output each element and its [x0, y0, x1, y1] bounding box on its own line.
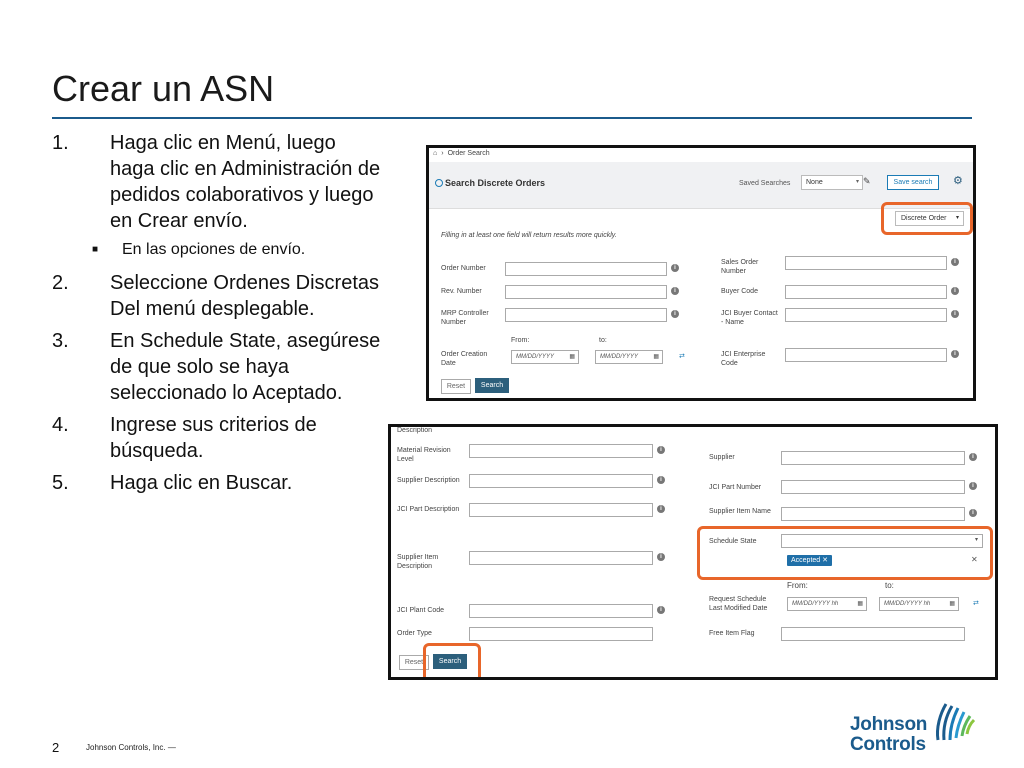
date-placeholder: MM/DD/YYYY	[600, 354, 639, 360]
info-icon[interactable]: i	[671, 310, 679, 318]
saved-searches-value: None	[806, 179, 823, 186]
slide-title: Crear un ASN	[52, 68, 275, 109]
field-label: Buyer Code	[721, 288, 758, 295]
info-icon[interactable]: i	[969, 509, 977, 517]
supplier-description-input[interactable]	[469, 474, 653, 488]
buyer-code-input[interactable]	[785, 285, 947, 299]
sub-bullet	[92, 240, 382, 260]
field-label: Material Revision Level	[397, 447, 451, 463]
field-label: Sales Order Number	[721, 259, 759, 275]
step-text: Ingrese sus criterios de búsqueda.	[110, 414, 317, 462]
jci-part-description-input[interactable]	[469, 503, 653, 517]
accepted-tag-label: Accepted	[791, 557, 821, 564]
material-revision-input[interactable]	[469, 444, 653, 458]
jci-plant-code-input[interactable]	[469, 604, 653, 618]
company-footer: Johnson Controls, Inc. —	[86, 743, 176, 752]
info-icon[interactable]: i	[951, 310, 959, 318]
to-label: to:	[599, 337, 607, 344]
field-label: Supplier Item Description	[397, 554, 439, 570]
search-button[interactable]: Search	[433, 654, 467, 669]
search-button-highlight	[423, 643, 481, 680]
field-label: JCI Part Description	[397, 506, 460, 513]
info-icon[interactable]: i	[951, 258, 959, 266]
schedule-modified-to-date[interactable]	[879, 597, 959, 611]
date-placeholder: MM/DD/YYYY hh	[792, 601, 839, 607]
step-text: Haga clic en Buscar.	[110, 472, 293, 494]
logo-swirl-icon	[932, 700, 976, 746]
supplier-input[interactable]	[781, 451, 965, 465]
saved-searches-label: Saved Searches	[739, 180, 791, 187]
info-icon[interactable]: i	[657, 606, 665, 614]
field-label: Order Creation Date	[441, 351, 488, 367]
info-icon[interactable]: i	[657, 553, 665, 561]
step-number: 1.	[52, 132, 69, 154]
field-label: Supplier Description	[397, 477, 460, 484]
field-label: JCI Part Number	[709, 484, 762, 491]
step-number: 3.	[52, 330, 69, 352]
search-button[interactable]: Search	[475, 378, 509, 393]
search-hint: Filling in at least one field will return results more quickly.	[441, 232, 617, 239]
radio-circle-icon	[435, 179, 443, 187]
title-rule	[52, 117, 972, 119]
saved-searches-select[interactable]	[801, 175, 863, 190]
step-text: Haga clic en Menú, luego haga clic en Administración de pedidos colaborativos y luego en Crear envío.	[110, 132, 381, 232]
remove-tag-icon[interactable]: ✕	[822, 557, 829, 564]
field-label: Supplier	[709, 454, 735, 461]
calendar-icon[interactable]: ▦	[569, 354, 575, 360]
info-icon[interactable]: i	[969, 453, 977, 461]
step-4	[52, 412, 382, 464]
field-label: JCI Buyer Contact - Name	[721, 310, 778, 326]
square-bullet-icon: ■	[92, 244, 99, 255]
rev-number-input[interactable]	[505, 285, 667, 299]
breadcrumb-separator-icon: ›	[441, 150, 444, 157]
order-type-highlight	[881, 202, 973, 235]
supplier-item-description-input[interactable]	[469, 551, 653, 565]
order-creation-to-date[interactable]	[595, 350, 663, 364]
jci-part-number-input[interactable]	[781, 480, 965, 494]
search-filters-screenshot	[388, 424, 998, 680]
gear-icon[interactable]: ⚙	[953, 175, 963, 187]
info-icon[interactable]: i	[951, 287, 959, 295]
info-icon[interactable]: i	[671, 264, 679, 272]
to-label: to:	[885, 581, 894, 590]
field-label: Rev. Number	[441, 288, 482, 295]
calendar-icon[interactable]: ▦	[949, 601, 955, 607]
field-label: Schedule State	[709, 538, 757, 545]
step-text: Seleccione Ordenes Discretas Del menú desplegable.	[110, 272, 380, 320]
step-number: 4.	[52, 414, 69, 436]
buyer-contact-input[interactable]	[785, 308, 947, 322]
date-placeholder: MM/DD/YYYY hh	[884, 601, 931, 607]
logo-text-line1: Johnson	[850, 714, 928, 735]
chevron-down-icon: ▾	[955, 215, 959, 221]
swap-icon[interactable]: ⇄	[679, 353, 685, 360]
schedule-state-highlight	[697, 526, 993, 580]
breadcrumb-item[interactable]: Order Search	[447, 150, 490, 157]
step-number: 5.	[52, 472, 69, 494]
step-2	[52, 270, 382, 322]
breadcrumb	[433, 150, 490, 157]
sales-order-input[interactable]	[785, 256, 947, 270]
field-label: Request Schedule Last Modified Date	[709, 596, 768, 612]
order-search-screenshot	[426, 145, 976, 401]
info-icon[interactable]: i	[657, 446, 665, 454]
field-label: Order Type	[397, 630, 432, 637]
chevron-down-icon: ▾	[855, 179, 859, 185]
save-search-button[interactable]: Save search	[887, 175, 939, 190]
enterprise-code-input[interactable]	[785, 348, 947, 362]
info-icon[interactable]: i	[657, 476, 665, 484]
johnson-controls-logo	[848, 700, 978, 756]
field-label: Supplier Item Name	[709, 508, 771, 515]
mrp-controller-input[interactable]	[505, 308, 667, 322]
step-5	[52, 470, 382, 496]
order-number-input[interactable]	[505, 262, 667, 276]
free-item-flag-input[interactable]	[781, 627, 965, 641]
supplier-item-name-input[interactable]	[781, 507, 965, 521]
reset-button[interactable]: Reset	[399, 655, 429, 670]
field-label: Description	[397, 427, 433, 434]
field-label: JCI Plant Code	[397, 607, 445, 614]
order-creation-from-date[interactable]	[511, 350, 579, 364]
from-label: From:	[787, 581, 808, 590]
calendar-icon[interactable]: ▦	[857, 601, 863, 607]
field-label: Free Item Flag	[709, 630, 755, 637]
info-icon[interactable]: i	[657, 505, 665, 513]
step-3	[52, 328, 382, 406]
field-label: Order Number	[441, 265, 486, 272]
date-placeholder: MM/DD/YYYY	[516, 354, 555, 360]
chevron-down-icon: ▾	[974, 537, 978, 543]
steps-list	[52, 130, 382, 502]
info-icon[interactable]: i	[969, 482, 977, 490]
reset-button[interactable]: Reset	[441, 379, 471, 394]
order-type-input[interactable]	[469, 627, 653, 641]
info-icon[interactable]: i	[671, 287, 679, 295]
page-number: 2	[52, 740, 60, 755]
home-icon[interactable]: ⌂	[433, 150, 438, 157]
field-label: JCI Enterprise Code	[721, 351, 766, 367]
step-number: 2.	[52, 272, 69, 294]
from-label: From:	[511, 337, 530, 344]
step-text: En Schedule State, asegúrese de que solo se haya seleccionado lo Aceptado.	[110, 330, 381, 404]
step-1	[52, 130, 382, 234]
schedule-modified-from-date[interactable]	[787, 597, 867, 611]
order-type-value: Discrete Order	[901, 215, 947, 222]
calendar-icon[interactable]: ▦	[653, 354, 659, 360]
clear-icon[interactable]: ✕	[971, 555, 978, 564]
logo-text-line2: Controls	[850, 734, 926, 755]
search-title: Search Discrete Orders	[445, 178, 546, 188]
swap-icon[interactable]: ⇄	[973, 600, 979, 607]
pencil-icon[interactable]: ✎	[863, 176, 871, 186]
field-label: MRP Controller Number	[441, 310, 489, 326]
info-icon[interactable]: i	[951, 350, 959, 358]
sub-bullet-text: En las opciones de envío.	[122, 241, 306, 258]
